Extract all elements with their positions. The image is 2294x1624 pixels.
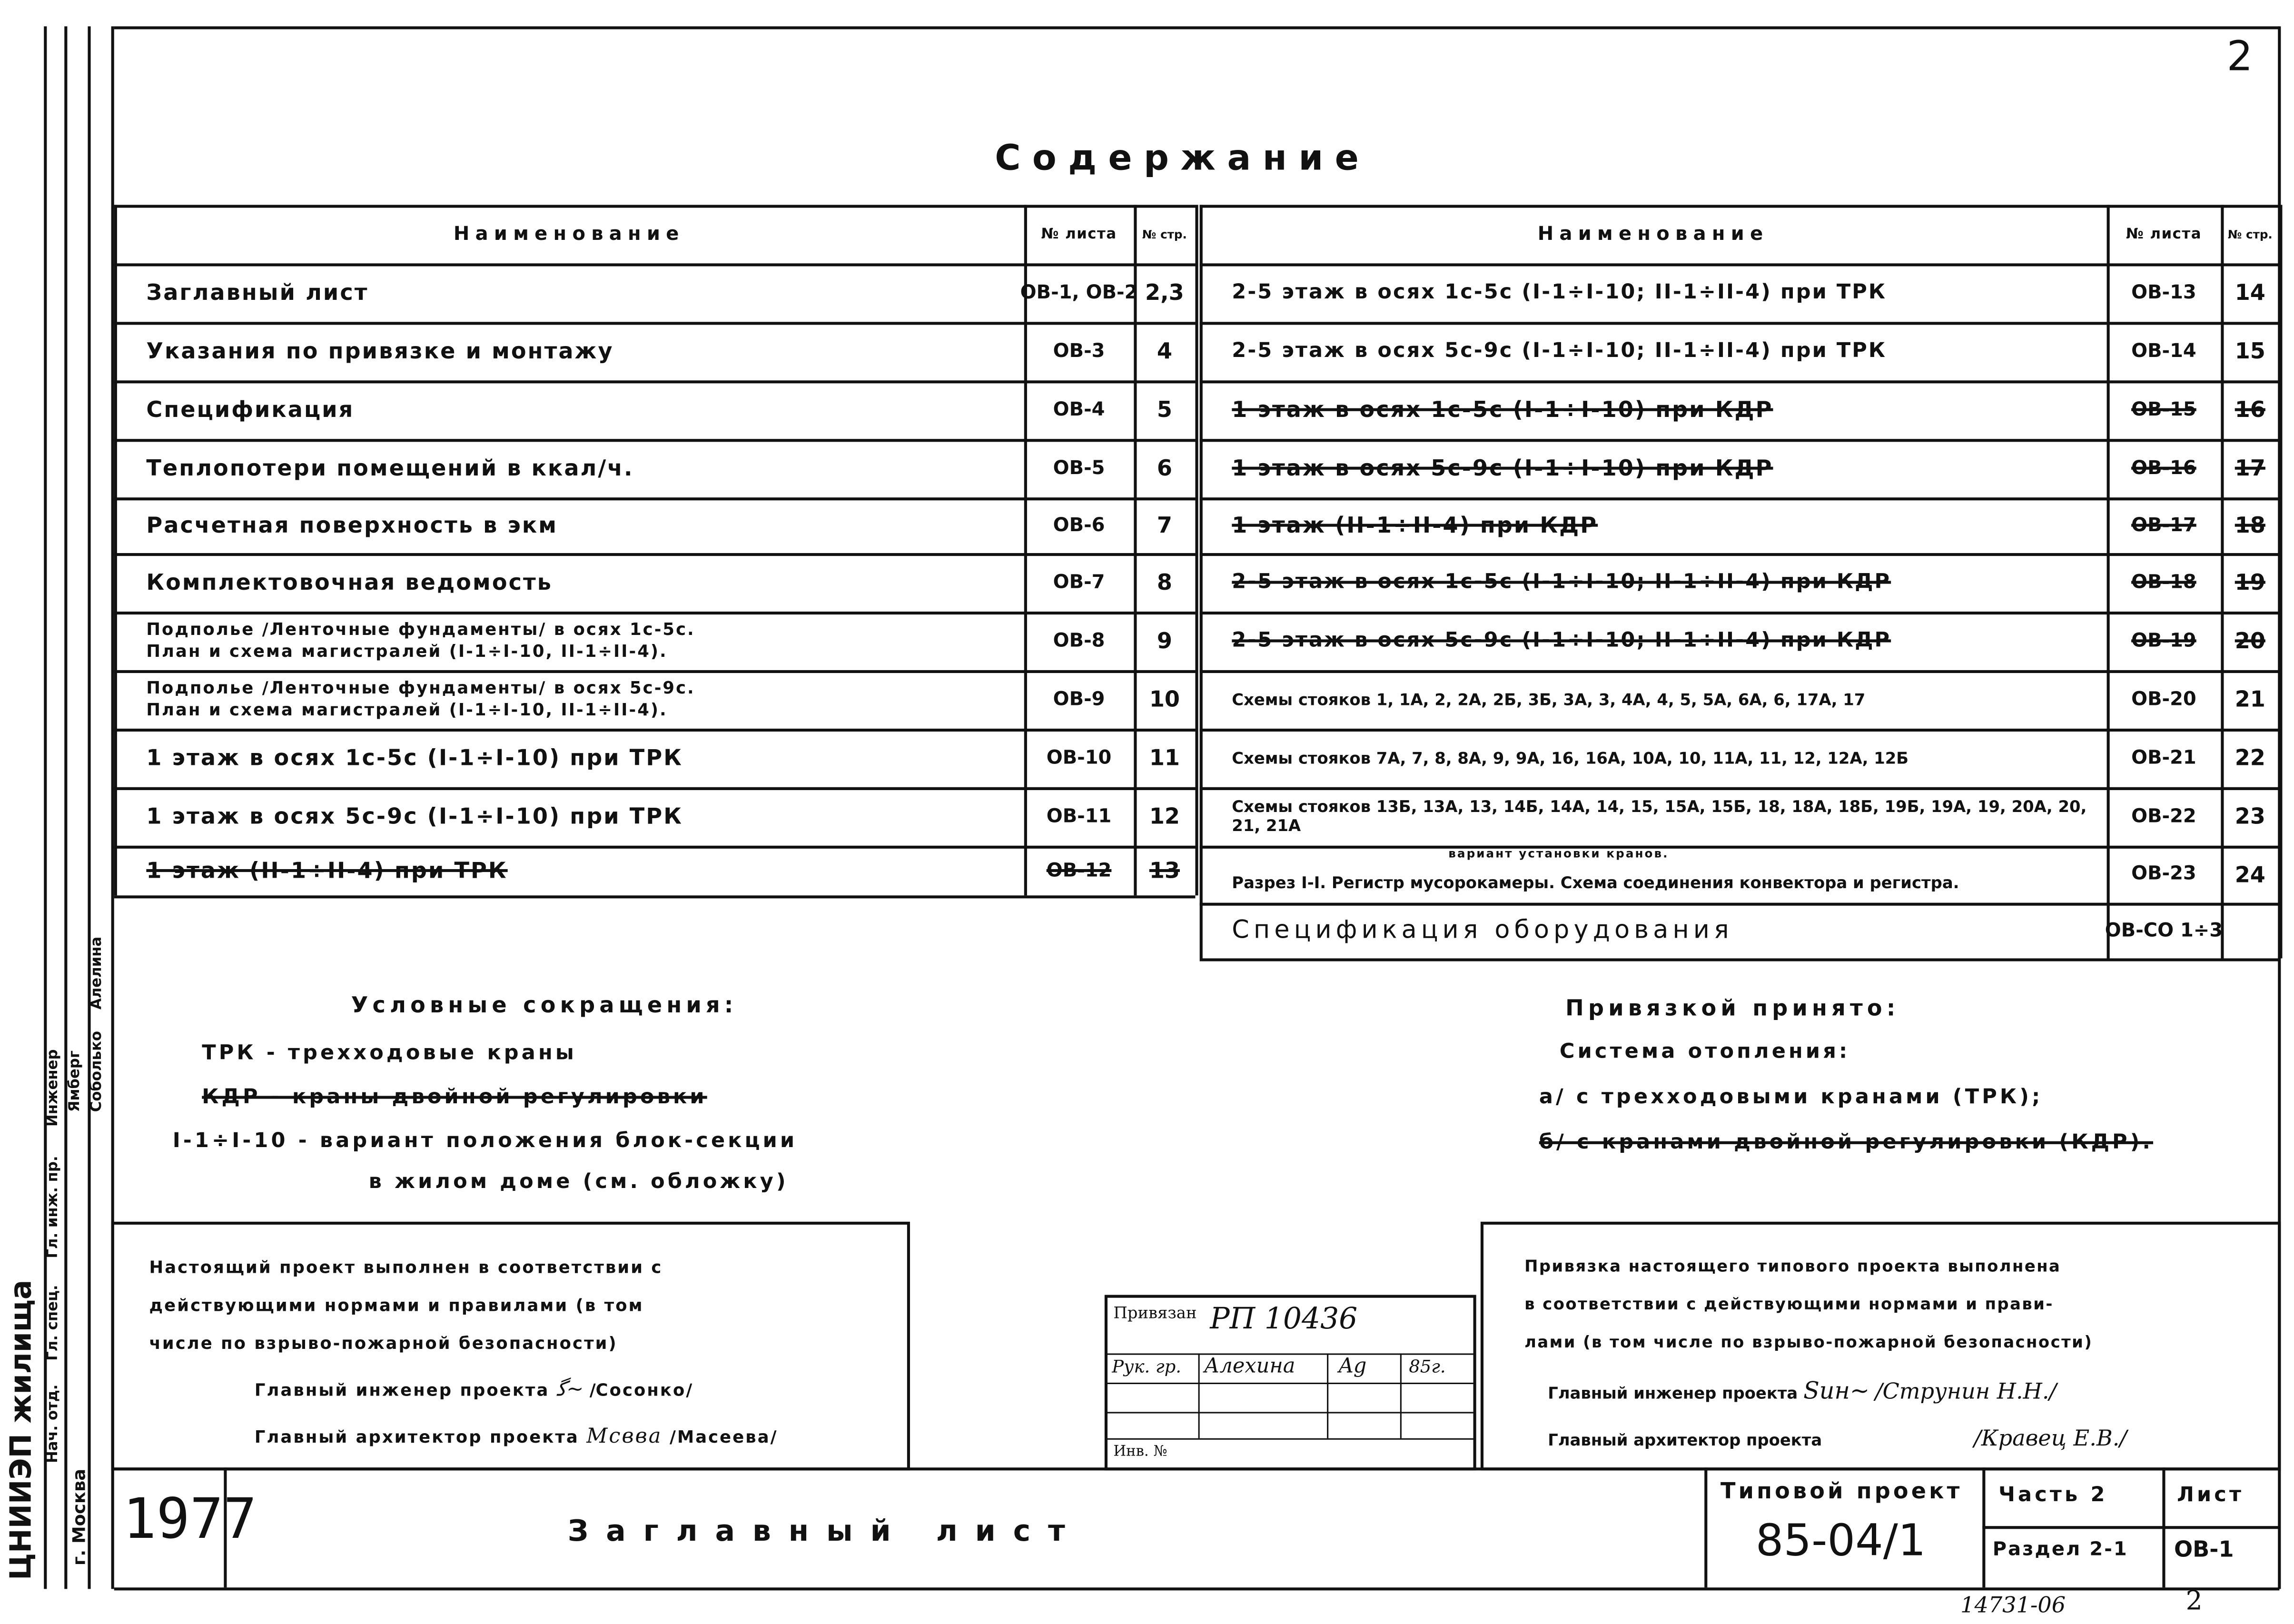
side-stamp-name: Алелина — [89, 936, 106, 1010]
table-row-page: 8 — [1157, 569, 1172, 596]
table-row-name: Комплектовочная ведомость — [146, 569, 553, 596]
row-name-line: План и схема магистралей (I-1÷I-10, II-1÷II-4). — [146, 641, 668, 662]
table-row-sheet: ОВ-12 — [1046, 859, 1112, 882]
abbreviation-item: в жилом доме (см. обложку) — [368, 1170, 789, 1194]
header-page: № стр. — [1142, 228, 1187, 241]
table-row-name: 2-5 этаж в осях 1с-5с (I-1÷I-10; II-1÷II-4) при КДР — [1232, 570, 1891, 594]
table-row-name: 1 этаж в осях 5с-9с (I-1÷I-10) при ТРК — [146, 803, 683, 830]
table-row-sheet: ОВ-15 — [2131, 398, 2196, 421]
side-stamp-org: ЦНИИЭП жилища — [3, 1279, 38, 1580]
side-stamp-name: Соболько — [89, 1031, 106, 1112]
table-row-name: Указания по привязке и монтажу — [146, 338, 614, 365]
table-row-page: 9 — [1157, 627, 1172, 654]
table-row-page: 20 — [2235, 627, 2265, 654]
side-stamp-role: Нач. отд. — [45, 1384, 62, 1463]
chief-engineer-label: Главный инженер проекта — [254, 1379, 550, 1400]
table-row-page: 21 — [2235, 686, 2265, 713]
table-row-sheet: ОВ-1, ОВ-2 — [1020, 281, 1138, 304]
column-divider — [1195, 205, 1198, 895]
chief-engineer-label: Главный инженер проекта — [1548, 1384, 1798, 1403]
row-divider — [114, 895, 1196, 898]
chief-architect-label: Главный архитектор проекта — [254, 1426, 579, 1447]
row-name-line: План и схема магистралей (I-1÷I-10, II-1÷II-4). — [146, 699, 668, 720]
signature: ﮔ~ — [556, 1378, 584, 1402]
table-row-page: 10 — [1149, 686, 1180, 713]
table-row-sheet: ОВ-3 — [1053, 340, 1105, 362]
head-label: Рук. гр. — [1112, 1356, 1181, 1377]
binding-accepted-item: а/ с трехходовыми кранами (ТРК); — [1539, 1085, 2043, 1109]
page-title: Содержание — [995, 137, 1371, 179]
table-row-page: 17 — [2235, 455, 2265, 482]
row-name-line: Подполье /Ленточные фундаменты/ в осях 5с-9с. — [146, 677, 695, 698]
table-row-name: 1 этаж (II-1÷II-4) при КДР — [1232, 512, 1598, 539]
binding-accepted-title: Привязкой принято: — [1565, 995, 1900, 1021]
table-row-name: Заглавный лист — [146, 279, 369, 306]
table-row-name — [146, 670, 1018, 729]
table-row-page: 7 — [1157, 512, 1172, 539]
table-row-sheet: ОВ-9 — [1053, 688, 1105, 711]
table-row-name: Теплопотери помещений в ккал/ч. — [146, 455, 634, 482]
table-row-page: 12 — [1149, 803, 1180, 830]
sheet-title: Заглавный лист — [567, 1513, 1083, 1548]
signature: Ѕин~ — [1803, 1376, 1870, 1405]
head-name: Алехина — [1204, 1355, 1295, 1378]
table-row-name — [146, 612, 1018, 670]
year: 1977 — [123, 1486, 257, 1551]
side-stamp-name: Ямберг — [67, 1050, 84, 1112]
side-stamp-line — [64, 26, 67, 1589]
header-sheet: № листа — [1041, 226, 1117, 242]
binding-stamp — [1105, 1295, 1476, 1470]
table-row-name: Разрез I-I. Регистр мусорокамеры. Схема соединения конвектора и регистра. — [1232, 872, 1959, 892]
statement-line: Настоящий проект выполнен в соответствии с — [149, 1257, 663, 1277]
binding-accepted-item: б/ с кранами двойной регулировки (КДР). — [1539, 1131, 2154, 1155]
table-row-name: 2-5 этаж в осях 5с-9с (I-1÷I-10; II-1÷II-4) при КДР — [1232, 629, 1891, 653]
sheet-value: ОВ-1 — [2174, 1536, 2234, 1563]
table-row-sheet: ОВ-20 — [2131, 688, 2196, 711]
project-label: Типовой проект — [1720, 1477, 1963, 1505]
footer-page: 2 — [2185, 1586, 2203, 1617]
table-row-sheet: ОВ-6 — [1053, 514, 1105, 536]
table-row-name: Спецификация оборудования — [1232, 916, 1733, 945]
table-row-sheet: ОВ-18 — [2131, 571, 2196, 594]
table-row-page: 2,3 — [1145, 279, 1184, 306]
project-number: 85-04/1 — [1755, 1515, 1926, 1567]
title-block-line — [1704, 1467, 1707, 1587]
signature: Ag — [1338, 1355, 1367, 1378]
binding-label: Привязан — [1113, 1303, 1197, 1323]
side-stamp-role: Гл. инж. пр. — [45, 1156, 62, 1258]
table-row-page: 13 — [1149, 857, 1180, 884]
left-statement-box — [111, 1222, 910, 1471]
side-stamp-city: г. Москва — [69, 1468, 89, 1566]
table-row-page: 6 — [1157, 455, 1172, 482]
table-row-sheet: ОВ-23 — [2131, 863, 2196, 885]
table-row-page: 23 — [2235, 803, 2265, 830]
table-row-name: 2-5 этаж в осях 1с-5с (I-1÷I-10; II-1÷II-4) при ТРК — [1232, 281, 1887, 305]
chief-engineer-name: /Сосонко/ — [589, 1379, 694, 1400]
page-number-top: 2 — [2226, 32, 2253, 81]
statement-line: действующими нормами и правилами (в том — [149, 1295, 644, 1316]
title-block-line — [1982, 1526, 2279, 1529]
side-stamp-role: Гл. спец. — [45, 1285, 62, 1361]
signature: Мсвва — [586, 1425, 662, 1449]
table-row-name: 2-5 этаж в осях 5с-9с (I-1÷I-10; II-1÷II-4) при ТРК — [1232, 339, 1887, 363]
side-stamp-line — [88, 26, 90, 1589]
table-row-name: Расчетная поверхность в экм — [146, 512, 558, 539]
table-row-sheet: ОВ-4 — [1053, 398, 1105, 421]
table-row-name: Спецификация — [146, 396, 355, 423]
table-row-name: Схемы стояков 1, 1А, 2, 2А, 2Б, 3Б, 3А, 3, 4А, 4, 5, 5А, 6А, 6, 17А, 17 — [1232, 690, 1866, 709]
abbreviation-item: КДР - краны двойной регулировки — [202, 1085, 707, 1109]
table-row-page: 5 — [1157, 396, 1172, 423]
title-block-line — [114, 1467, 2280, 1470]
table-row-name: 1 этаж в осях 1с-5с (I-1÷I-10) при КДР — [1232, 396, 1773, 423]
abbreviations-title: Условные сокращения: — [351, 992, 738, 1019]
header-name: Наименование — [453, 223, 685, 245]
statement-line: числе по взрыво-пожарной безопасности) — [149, 1333, 618, 1354]
table-row-sheet: ОВ-22 — [2131, 805, 2196, 828]
header-name: Наименование — [1537, 223, 1769, 245]
table-row-name: Схемы стояков 7А, 7, 8, 8А, 9, 9А, 16, 16А, 10А, 10, 11А, 11, 12, 12А, 12Б — [1232, 748, 1909, 768]
table-row-name: 1 этаж в осях 5с-9с (I-1÷I-10) при КДР — [1232, 455, 1773, 482]
table-row-sheet: ОВ-16 — [2131, 457, 2196, 479]
binding-value: РП 10436 — [1210, 1300, 1358, 1336]
table-row-sheet: ОВ-СО 1÷3 — [2105, 920, 2223, 942]
table-row-sheet: ОВ-5 — [1053, 457, 1105, 479]
statement-line: Привязка настоящего типового проекта выполнена — [1524, 1257, 2061, 1276]
part: Часть 2 — [1998, 1484, 2108, 1507]
statement-line: лами (в том числе по взрыво-пожарной безопасности) — [1524, 1333, 2093, 1352]
header-sheet: № листа — [2126, 226, 2202, 242]
table-row-sheet: ОВ-8 — [1053, 630, 1105, 652]
table-row-page: 15 — [2235, 338, 2265, 365]
table-row-page: 19 — [2235, 569, 2265, 596]
table-row-sheet: ОВ-11 — [1046, 805, 1112, 828]
section: Раздел 2-1 — [1992, 1539, 2128, 1561]
chief-architect-name: /Масеева/ — [669, 1426, 778, 1447]
side-stamp-role: Инженер — [45, 1049, 62, 1127]
abbreviation-item: I-1÷I-10 - вариант положения блок-секции — [172, 1129, 798, 1153]
inventory-label: Инв. № — [1113, 1444, 1167, 1460]
table-row-name: 1 этаж (II-1÷II-4) при ТРК — [146, 857, 508, 884]
table-row-page: 14 — [2235, 279, 2265, 306]
sheet-label: Лист — [2177, 1484, 2245, 1507]
statement-line: в соответствии с действующими нормами и прави- — [1524, 1295, 2054, 1314]
table-row-name: Схемы стояков 13Б, 13А, 13, 14Б, 14А, 14, 15, 15А, 15Б, 18, 18А, 18Б, 19Б, 19А, 19, 20А, 20, 21, 21А — [1232, 797, 2087, 836]
binding-year: 85г. — [1409, 1356, 1446, 1377]
table-row-sheet: ОВ-19 — [2131, 630, 2196, 652]
binding-accepted-subtitle: Система отопления: — [1559, 1040, 1850, 1064]
column-divider — [1200, 205, 1203, 958]
table-row-sheet: ОВ-7 — [1053, 571, 1105, 594]
column-divider — [2279, 205, 2282, 958]
table-row-sheet: ОВ-21 — [2131, 747, 2196, 769]
table-row-sheet: ОВ-10 — [1046, 747, 1112, 769]
table-row-page: 16 — [2235, 396, 2265, 423]
archive-number: 14731-06 — [1960, 1592, 2066, 1618]
row-divider — [1200, 958, 2280, 961]
chief-architect-label: Главный архитектор проекта — [1548, 1431, 1822, 1450]
table-row-page — [2221, 903, 2279, 959]
table-row-sheet: ОВ-14 — [2131, 340, 2196, 362]
table-row-page: 18 — [2235, 512, 2265, 539]
header-page: № стр. — [2227, 228, 2273, 241]
chief-engineer-name: /Струнин Н.Н./ — [1875, 1378, 2057, 1405]
chief-architect-name: /Кравец Е.В./ — [1974, 1425, 2127, 1452]
right-statement-box — [1481, 1222, 2281, 1471]
abbreviation-item: ТРК - трехходовые краны — [202, 1041, 577, 1065]
table-row-name: 1 этаж в осях 1с-5с (I-1÷I-10) при ТРК — [146, 744, 683, 771]
row-name-line: Подполье /Ленточные фундаменты/ в осях 1с-5с. — [146, 619, 695, 640]
row-note: вариант установки кранов. — [1448, 847, 1669, 861]
table-row-sheet: ОВ-13 — [2131, 281, 2196, 304]
table-row-page: 11 — [1149, 744, 1180, 771]
column-divider — [114, 205, 117, 895]
frame-top — [114, 26, 2280, 29]
table-row-page: 24 — [2235, 861, 2265, 888]
table-row-sheet: ОВ-17 — [2131, 514, 2196, 536]
table-row-page: 4 — [1157, 338, 1172, 365]
frame-bottom — [114, 1587, 2280, 1590]
table-row-page: 22 — [2235, 744, 2265, 771]
